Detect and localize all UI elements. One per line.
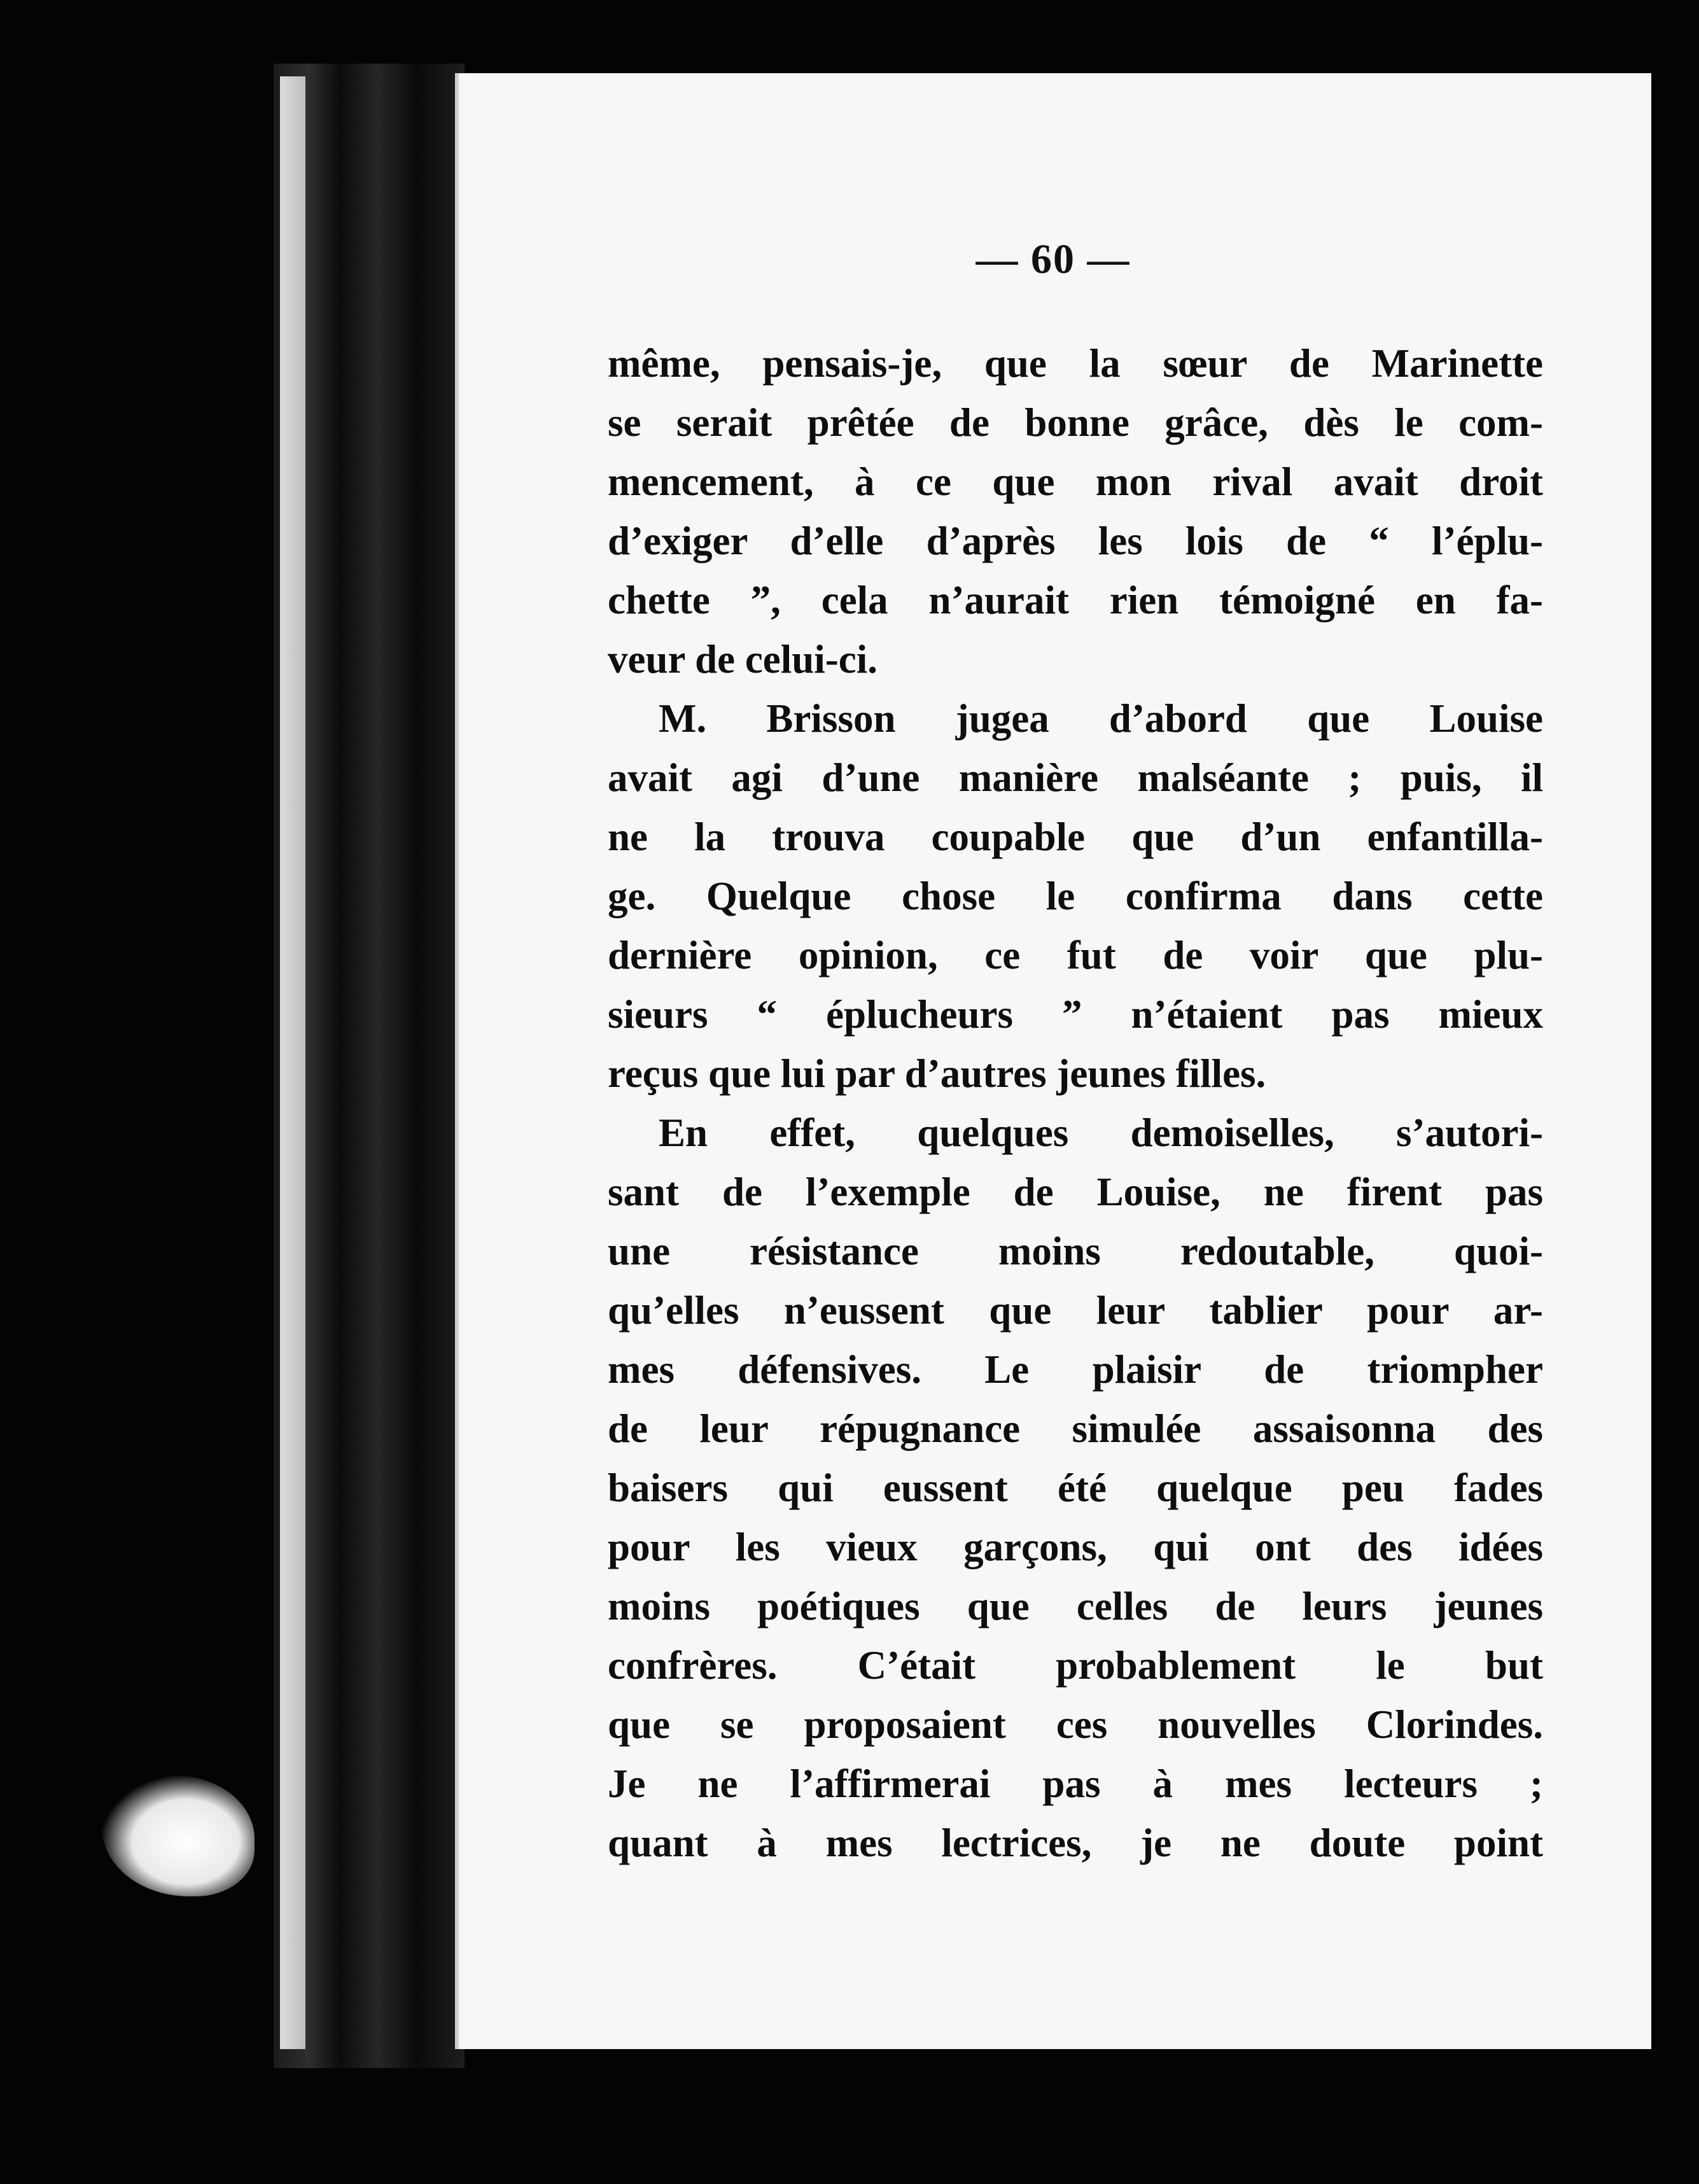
body-text [608, 334, 1543, 1873]
text-line: mencement, à ce que mon rival avait droit [608, 459, 1543, 504]
text-line: reçus que lui par d’autres jeunes filles. [608, 1051, 1266, 1096]
text-line: même, pensais-je, que la sœur de Marinette [608, 341, 1543, 386]
text-line: En effet, quelques demoiselles, s’autori- [659, 1110, 1543, 1155]
text-line: qu’elles n’eussent que leur tablier pour ar- [608, 1288, 1543, 1333]
text-line: mes défensives. Le plaisir de triompher [608, 1347, 1543, 1392]
text-line: dernière opinion, ce fut de voir que plu- [608, 933, 1543, 977]
text-line: Je ne l’affirmerai pas à mes lecteurs ; [608, 1761, 1543, 1806]
text-line: chette ”, cela n’aurait rien témoigné en fa- [608, 578, 1543, 622]
text-line: pour les vieux garçons, qui ont des idées [608, 1525, 1543, 1569]
text-line: sant de l’exemple de Louise, ne firent pas [608, 1170, 1543, 1214]
text-line: que se proposaient ces nouvelles Clorindes. [608, 1702, 1543, 1747]
text-line: veur de celui-ci. [608, 637, 877, 682]
text-line: ne la trouva coupable que d’un enfantilla- [608, 815, 1543, 859]
text-line: avait agi d’une manière malséante ; puis, il [608, 755, 1543, 800]
text-line: baisers qui eussent été quelque peu fades [608, 1466, 1543, 1510]
text-line: sieurs “ éplucheurs ” n’étaient pas mieux [608, 992, 1543, 1037]
scan-artifact [102, 1775, 255, 1896]
text-line: une résistance moins redoutable, quoi- [608, 1229, 1543, 1273]
page-sheet [455, 73, 1651, 2049]
text-line: ge. Quelque chose le confirma dans cette [608, 874, 1543, 918]
text-line: M. Brisson jugea d’abord que Louise [659, 696, 1543, 741]
text-line: moins poétiques que celles de leurs jeunes [608, 1584, 1543, 1628]
page-number: — 60 — [975, 236, 1131, 283]
text-line: quant à mes lectrices, je ne doute point [608, 1821, 1543, 1865]
text-line: se serait prêtée de bonne grâce, dès le com- [608, 400, 1543, 445]
text-line: confrères. C’était probablement le but [608, 1643, 1543, 1688]
text-line: de leur répugnance simulée assaisonna des [608, 1406, 1543, 1451]
text-fragment: d’exiger d’elle d’après les lois de “ l’éplu- [608, 519, 1543, 563]
text-line [608, 512, 1543, 571]
book-fore-edge [280, 76, 305, 2049]
